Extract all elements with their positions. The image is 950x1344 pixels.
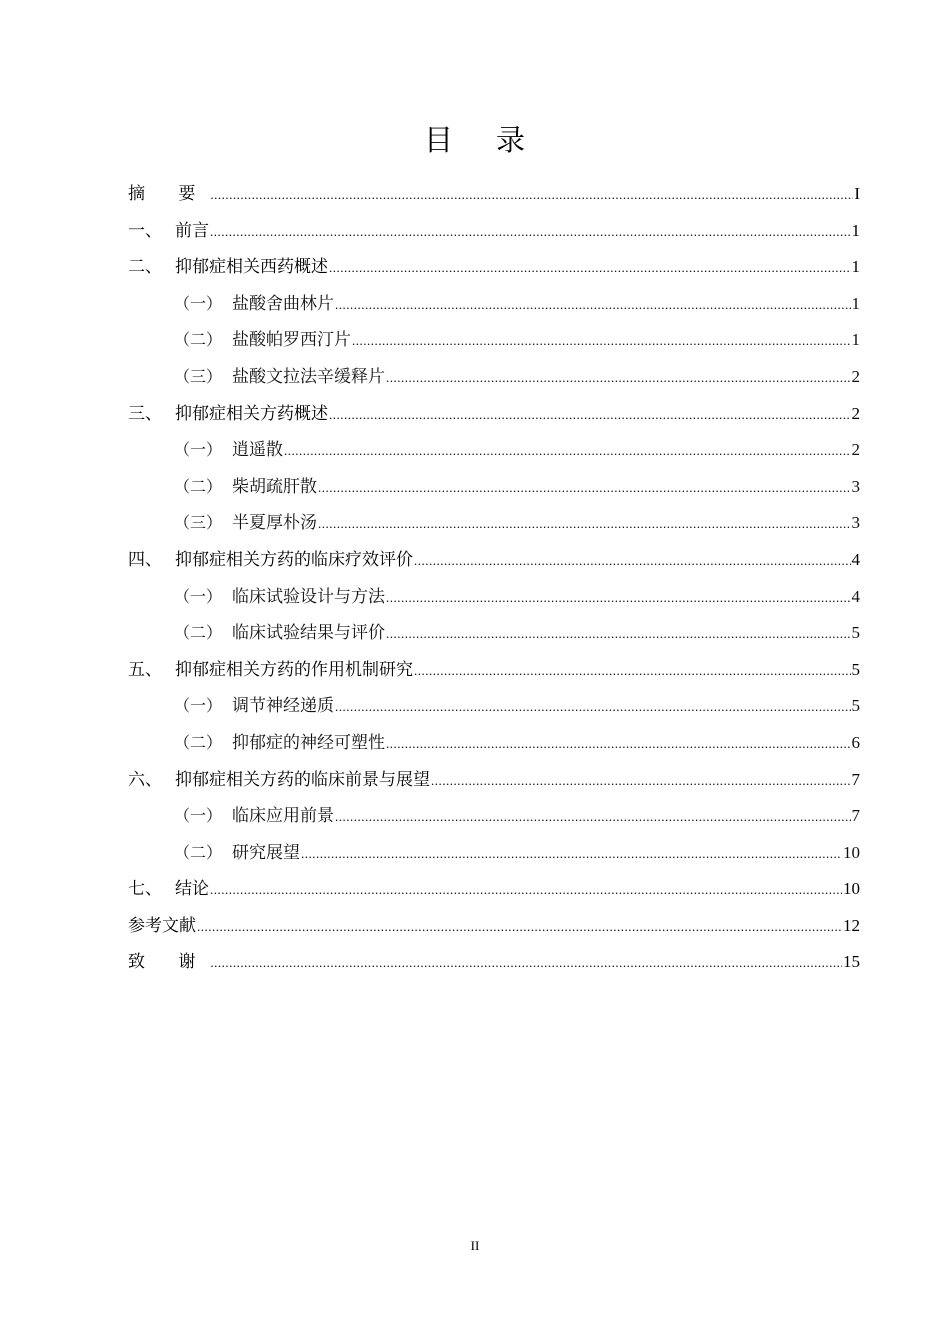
toc-entry[interactable] xyxy=(128,762,860,799)
toc-entry-label: 盐酸舍曲林片 xyxy=(232,293,334,314)
toc-title-part1: 目 xyxy=(423,123,454,157)
toc-entry-page: 1 xyxy=(851,330,860,350)
toc-dot-leader xyxy=(301,836,842,873)
toc-entry-page: 7 xyxy=(851,806,860,826)
toc-entry[interactable] xyxy=(128,469,860,506)
toc-entry-label: 逍遥散 xyxy=(232,440,283,461)
toc-entry-label: 结论 xyxy=(175,879,209,900)
toc-entry-page: 7 xyxy=(851,769,860,789)
toc-entry-page: 2 xyxy=(851,440,860,460)
toc-entry-label: 抑郁症相关方药概述 xyxy=(175,403,328,424)
toc-entry-label: 摘 要 xyxy=(128,184,210,204)
toc-entry-label: 半夏厚朴汤 xyxy=(232,513,317,534)
toc-entry-number: （一） xyxy=(174,806,223,826)
toc-entry-label: 临床试验结果与评价 xyxy=(232,623,385,644)
toc-title xyxy=(0,118,950,159)
toc-entry-page: 4 xyxy=(851,549,860,569)
toc-entry-page: 2 xyxy=(851,366,860,386)
toc-entry[interactable] xyxy=(128,579,860,616)
toc-entry-label: 抑郁症相关方药的临床前景与展望 xyxy=(175,769,430,790)
toc-entry-page: 1 xyxy=(851,257,860,277)
toc-entry-number: 七、 xyxy=(128,879,162,900)
toc-dot-leader xyxy=(335,799,851,836)
toc-entry-label: 抑郁症的神经可塑性 xyxy=(232,732,385,753)
toc-entry-number: （三） xyxy=(174,366,223,386)
toc-entry-page: 5 xyxy=(851,623,860,643)
toc-entry-page: I xyxy=(854,184,860,203)
toc-entry-number: 一、 xyxy=(128,220,162,241)
toc-dot-leader xyxy=(431,763,851,800)
toc-dot-leader xyxy=(386,726,851,763)
toc-entry-page: 1 xyxy=(851,220,860,240)
toc-entry[interactable] xyxy=(128,652,860,689)
toc-entry-page: 3 xyxy=(851,513,860,533)
toc-entry[interactable] xyxy=(128,688,860,725)
toc-entry-page: 6 xyxy=(851,732,860,752)
toc-entry[interactable] xyxy=(128,176,860,213)
toc-entry[interactable] xyxy=(128,615,860,652)
toc-entry-number: （二） xyxy=(174,842,223,862)
toc-dot-leader xyxy=(318,506,851,543)
toc-entry-number: （二） xyxy=(174,330,223,350)
toc-entry[interactable] xyxy=(128,249,860,286)
toc-entry-page: 5 xyxy=(851,659,860,679)
toc-entry-number: （二） xyxy=(174,623,223,643)
toc-entry-label: 抑郁症相关方药的临床疗效评价 xyxy=(175,549,413,570)
toc-dot-leader xyxy=(210,214,851,251)
toc-entry[interactable] xyxy=(128,213,860,250)
toc-entry-label: 研究展望 xyxy=(232,842,300,863)
toc-dot-leader xyxy=(335,689,851,726)
toc-entry-label: 临床应用前景 xyxy=(232,806,334,827)
toc-entry-label: 盐酸帕罗西汀片 xyxy=(232,330,351,351)
toc-dot-leader xyxy=(386,580,851,617)
toc-dot-leader xyxy=(329,397,851,434)
page-number-footer: II xyxy=(470,1238,480,1253)
toc-entry[interactable] xyxy=(128,871,860,908)
toc-entry-number: （一） xyxy=(174,586,223,606)
toc-entry-number: 四、 xyxy=(128,549,162,570)
toc-entry[interactable] xyxy=(128,396,860,433)
toc-entry[interactable] xyxy=(128,286,860,323)
toc-entry[interactable] xyxy=(128,505,860,542)
toc-entry-page: 4 xyxy=(851,586,860,606)
toc-entry[interactable] xyxy=(128,432,860,469)
toc-entry[interactable] xyxy=(128,944,860,981)
toc-dot-leader xyxy=(386,360,851,397)
toc-entry-label: 临床试验设计与方法 xyxy=(232,586,385,607)
toc-dot-leader xyxy=(210,872,842,909)
toc-dot-leader xyxy=(284,433,851,470)
toc-entry-page: 12 xyxy=(843,915,860,935)
toc-dot-leader xyxy=(210,945,842,982)
toc-entry[interactable] xyxy=(128,542,860,579)
toc-dot-leader xyxy=(414,543,851,580)
toc-dot-leader xyxy=(386,616,851,653)
toc-entry-number: 六、 xyxy=(128,769,162,790)
toc-entry-label: 盐酸文拉法辛缓释片 xyxy=(232,366,385,387)
toc-entry[interactable] xyxy=(128,725,860,762)
toc-entry-page: 10 xyxy=(843,842,860,862)
toc-dot-leader xyxy=(414,653,851,690)
toc-dot-leader xyxy=(318,470,851,507)
toc-entry-page: 10 xyxy=(843,879,860,899)
toc-entry-number: 五、 xyxy=(128,659,162,680)
toc-entry-number: （一） xyxy=(174,440,223,460)
toc-entry-label: 参考文献 xyxy=(128,915,196,936)
toc-entry-label: 抑郁症相关方药的作用机制研究 xyxy=(175,659,413,680)
toc-entry[interactable] xyxy=(128,322,860,359)
toc-entry-page: 5 xyxy=(851,696,860,716)
toc-entry[interactable] xyxy=(128,359,860,396)
toc-entry-label: 调节神经递质 xyxy=(232,696,334,717)
toc-entry[interactable] xyxy=(128,908,860,945)
toc-entry-page: 2 xyxy=(851,403,860,423)
toc-entry-number: （一） xyxy=(174,696,223,716)
toc-entry-label: 前言 xyxy=(175,220,209,241)
toc-dot-leader xyxy=(352,323,851,360)
toc-title-part2: 录 xyxy=(496,123,527,157)
toc-list xyxy=(128,176,860,981)
toc-entry-number: （二） xyxy=(174,732,223,752)
toc-entry-number: 二、 xyxy=(128,257,162,278)
toc-entry-number: 三、 xyxy=(128,403,162,424)
toc-entry-label: 致 谢 xyxy=(128,952,210,973)
toc-entry-label: 柴胡疏肝散 xyxy=(232,476,317,497)
toc-entry-label: 抑郁症相关西药概述 xyxy=(175,257,328,278)
toc-dot-leader xyxy=(210,177,853,214)
toc-dot-leader xyxy=(197,909,842,946)
toc-entry-page: 15 xyxy=(843,952,860,972)
toc-entry-page: 3 xyxy=(851,476,860,496)
toc-entry-number: （一） xyxy=(174,293,223,313)
toc-dot-leader xyxy=(329,250,851,287)
toc-entry-number: （三） xyxy=(174,513,223,533)
toc-entry-number: （二） xyxy=(174,476,223,496)
toc-entry[interactable] xyxy=(128,798,860,835)
toc-entry-page: 1 xyxy=(851,293,860,313)
toc-entry[interactable] xyxy=(128,835,860,872)
toc-dot-leader xyxy=(335,287,851,324)
